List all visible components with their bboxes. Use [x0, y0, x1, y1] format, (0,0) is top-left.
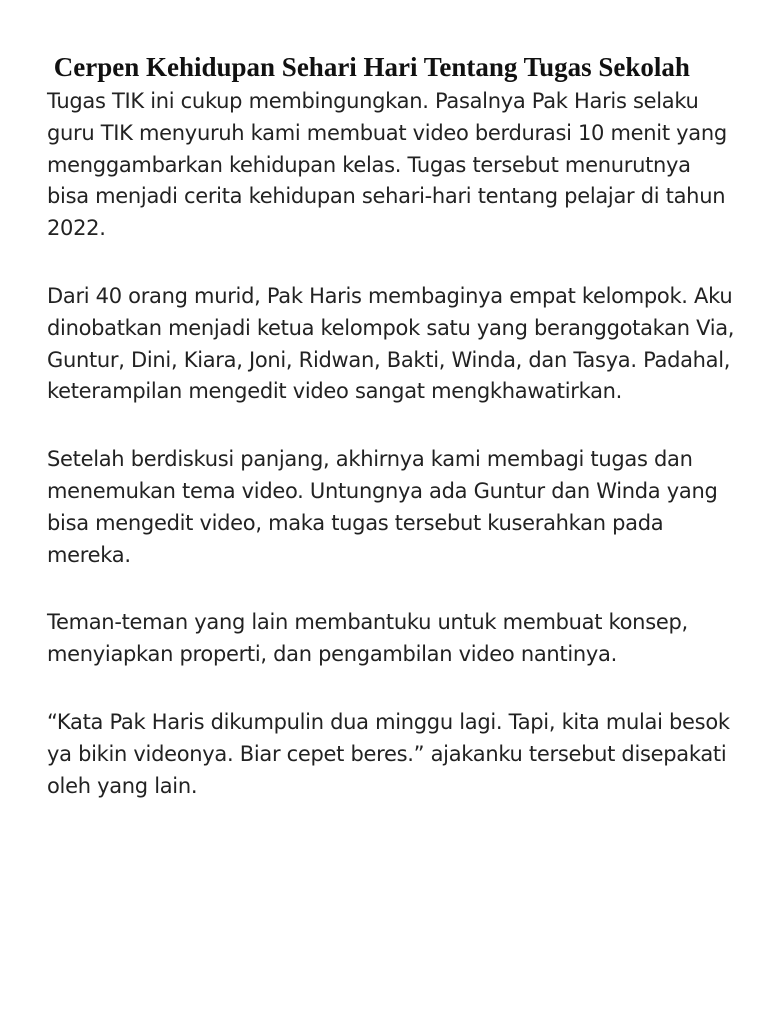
paragraph-4: Teman-teman yang lain membantuku untuk membuat konsep, menyiapkan properti, dan pengambilan video nantinya. — [47, 610, 688, 667]
article-title: Cerpen Kehidupan Sehari Hari Tentang Tugas Sekolah — [47, 52, 690, 82]
paragraph-3: Setelah berdiskusi panjang, akhirnya kami membagi tugas dan menemukan tema video. Untungnya ada Guntur dan Winda yang bisa mengedit video, maka tugas tersebut kuserahkan pada mereka. — [47, 447, 718, 567]
paragraph-2: Dari 40 orang murid, Pak Haris membaginya empat kelompok. Aku dinobatkan menjadi ketua kelompok satu yang beranggotakan Via, Guntur, Dini, Kiara, Joni, Ridwan, Bakti, Winda, dan Tasya. Padahal, keterampilan mengedit video sangat mengkhawatirkan. — [47, 283, 735, 404]
paragraph-5: “Kata Pak Haris dikumpulin dua minggu lagi. Tapi, kita mulai besok ya bikin videonya. Biar cepet beres.” ajakanku tersebut disepakati oleh yang lain. — [47, 709, 730, 798]
article — [47, 50, 737, 838]
paragraph-1: Tugas TIK ini cukup membingungkan. Pasalnya Pak Haris selaku guru TIK menyuruh kami membuat video berdurasi 10 menit yang menggambarkan kehidupan kelas. Tugas tersebut menurutnya bisa menjadi cerita kehidupan sehari-hari tentang pelajar di tahun 2022. — [47, 89, 727, 241]
